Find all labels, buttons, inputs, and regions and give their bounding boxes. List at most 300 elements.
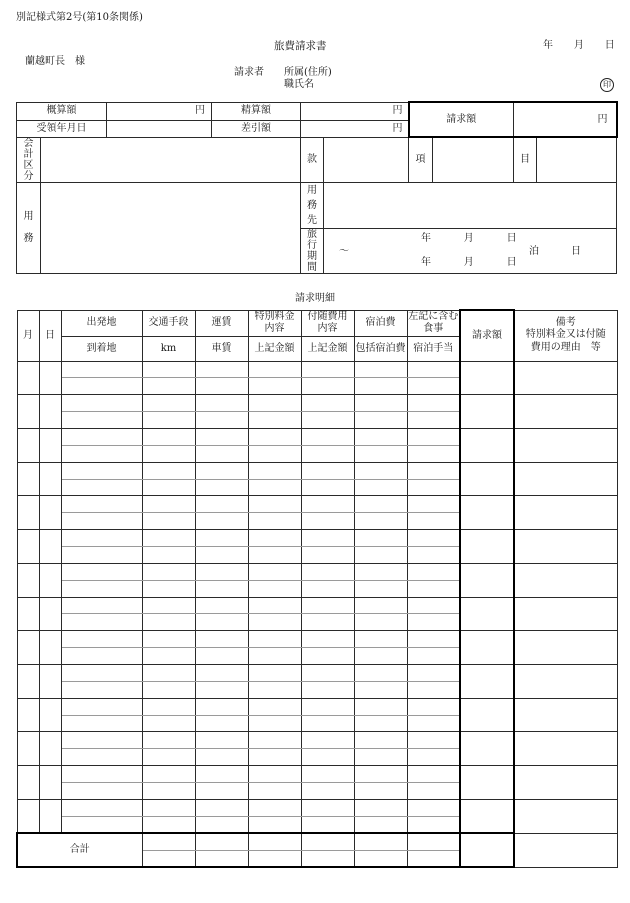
transport-cell [142, 732, 195, 749]
inclusive-lodging-cell [354, 445, 407, 462]
lodging-allowance-cell [407, 513, 460, 530]
arrival-cell [61, 749, 142, 766]
special-fee-content-cell [248, 664, 301, 681]
lodging-allowance-cell [407, 412, 460, 429]
seal-mark-icon: 印 [600, 78, 614, 92]
period-label: 旅行期間 [307, 228, 317, 273]
meals-cell [407, 631, 460, 648]
settlement-amount-field [301, 102, 409, 120]
claim-amount-cell [460, 766, 514, 800]
month-cell [17, 664, 39, 698]
lodging-cell [354, 698, 407, 715]
transport-cell [142, 563, 195, 580]
purpose-label: 用務 [23, 210, 34, 244]
distance-cell [142, 749, 195, 766]
incidental-fee-amount-cell [301, 614, 354, 631]
period-box [324, 229, 616, 273]
day-cell [39, 732, 61, 766]
special-fee-amount-cell [248, 782, 301, 799]
detail-row [17, 428, 617, 445]
special-fee-content-cell [248, 462, 301, 479]
special-fee-amount-cell [248, 513, 301, 530]
special-fee-amount-cell [248, 816, 301, 833]
incidental-fee-content-cell [301, 732, 354, 749]
fare-cell [195, 732, 248, 749]
yen-unit: 円 [392, 105, 403, 116]
fare-cell [195, 361, 248, 378]
distance-cell [142, 479, 195, 496]
car-fare-header: 車賃 [195, 336, 248, 361]
special-fee-content-cell [248, 698, 301, 715]
lodging-allowance-cell [407, 378, 460, 395]
special-fee-amount-cell [248, 580, 301, 597]
month-cell [17, 428, 39, 462]
day-cell [39, 631, 61, 665]
lodging-allowance-cell [407, 816, 460, 833]
lodging-cell [354, 766, 407, 783]
details-table [16, 309, 618, 868]
arrival-header: 到着地 [61, 336, 142, 361]
lodging-allowance-cell [407, 614, 460, 631]
departure-cell [61, 361, 142, 378]
incidental-fee-header-line2: 内容 [317, 323, 338, 334]
lodging-allowance-cell [407, 479, 460, 496]
incidental-fee-amount-cell [301, 412, 354, 429]
document-date: 年 月 日 [543, 40, 616, 51]
nights-days: 泊 日 [529, 245, 582, 257]
fare-cell [195, 799, 248, 816]
distance-cell [142, 513, 195, 530]
period-field [324, 228, 617, 273]
departure-cell [61, 428, 142, 445]
month-cell [17, 766, 39, 800]
special-fee-content-cell [248, 799, 301, 816]
estimate-label: 概算額 [17, 102, 107, 120]
affiliation-label: 所属(住所) [284, 67, 332, 78]
month-cell [17, 597, 39, 631]
claim-amount-cell [460, 462, 514, 496]
car-fare-cell [195, 614, 248, 631]
lodging-allowance-cell [407, 782, 460, 799]
month-cell [17, 631, 39, 665]
incidental-fee-amount-cell [301, 816, 354, 833]
inclusive-lodging-cell [354, 513, 407, 530]
arrival-cell [61, 546, 142, 563]
remarks-header-line2: 特別料金又は付随 [525, 329, 606, 341]
special-fee-amount-header: 上記金額 [248, 336, 301, 361]
departure-cell [61, 563, 142, 580]
lodging-cell [354, 664, 407, 681]
claim-amount-cell [460, 395, 514, 429]
special-fee-header-line2: 内容 [264, 323, 285, 334]
inclusive-lodging-cell [354, 816, 407, 833]
detail-row [17, 631, 617, 648]
fare-cell [195, 462, 248, 479]
total-car-fare-cell [195, 850, 248, 867]
fare-cell [195, 664, 248, 681]
accounting-label-cell [17, 137, 41, 182]
inclusive-lodging-cell [354, 479, 407, 496]
remarks-cell [514, 530, 617, 564]
month-cell [17, 732, 39, 766]
claim-amount-cell [460, 496, 514, 530]
detail-row [17, 698, 617, 715]
distance-cell [142, 614, 195, 631]
departure-cell [61, 462, 142, 479]
day-header: 日 [39, 310, 61, 361]
distance-cell [142, 445, 195, 462]
inclusive-lodging-cell [354, 614, 407, 631]
difference-label: 差引額 [212, 120, 301, 137]
period-label-cell [301, 228, 324, 273]
inclusive-lodging-cell [354, 648, 407, 665]
detail-row [17, 799, 617, 816]
claimant-label: 請求者 [234, 67, 264, 78]
lodging-allowance-cell [407, 546, 460, 563]
month-cell [17, 698, 39, 732]
detail-row [17, 496, 617, 513]
details-header-row [17, 310, 617, 336]
fare-cell [195, 496, 248, 513]
fare-cell [195, 395, 248, 412]
detail-row [17, 597, 617, 614]
month-cell [17, 462, 39, 496]
car-fare-cell [195, 479, 248, 496]
settlement-label: 精算額 [212, 102, 301, 120]
total-incidental-fee-cell [301, 833, 354, 850]
total-row [17, 833, 617, 850]
claim-amount-cell [460, 530, 514, 564]
special-fee-amount-cell [248, 749, 301, 766]
detail-row [17, 395, 617, 412]
purpose-field [41, 182, 301, 273]
departure-cell [61, 395, 142, 412]
day-cell [39, 428, 61, 462]
document-title: 旅費請求書 [274, 40, 327, 52]
incidental-fee-content-cell [301, 563, 354, 580]
special-fee-content-cell [248, 530, 301, 547]
total-lodging-allowance-cell [407, 850, 460, 867]
total-transport-cell [142, 833, 195, 850]
meals-cell [407, 799, 460, 816]
total-fare-cell [195, 833, 248, 850]
arrival-cell [61, 648, 142, 665]
arrival-cell [61, 816, 142, 833]
special-fee-content-cell [248, 563, 301, 580]
day-cell [39, 395, 61, 429]
fare-cell [195, 631, 248, 648]
fare-cell [195, 530, 248, 547]
detail-row [17, 530, 617, 547]
day-cell [39, 597, 61, 631]
detail-row [17, 563, 617, 580]
special-fee-content-cell [248, 496, 301, 513]
summary-table [16, 101, 618, 274]
fare-cell [195, 597, 248, 614]
special-fee-content-cell [248, 631, 301, 648]
meals-header-line1: 左記に含む [408, 311, 459, 322]
meals-cell [407, 462, 460, 479]
remarks-header-line1: 備考 [555, 316, 576, 328]
lodging-cell [354, 563, 407, 580]
distance-cell [142, 378, 195, 395]
special-fee-amount-cell [248, 614, 301, 631]
fare-cell [195, 698, 248, 715]
arrival-cell [61, 513, 142, 530]
incidental-fee-content-cell [301, 361, 354, 378]
total-inclusive-lodging-cell [354, 850, 407, 867]
destination-label: 用務先 [307, 184, 317, 226]
moku-label: 目 [514, 137, 537, 182]
special-fee-amount-cell [248, 412, 301, 429]
incidental-fee-amount-cell [301, 479, 354, 496]
kan-label: 款 [301, 137, 324, 182]
lodging-cell [354, 732, 407, 749]
arrival-cell [61, 412, 142, 429]
destination-label-cell [301, 182, 324, 228]
total-lodging-cell [354, 833, 407, 850]
distance-header: km [142, 336, 195, 361]
form-number: 別記様式第2号(第10条関係) [16, 12, 143, 23]
meals-cell [407, 496, 460, 513]
special-fee-amount-cell [248, 479, 301, 496]
remarks-cell [514, 395, 617, 429]
total-special-fee-cell [248, 833, 301, 850]
details-title: 請求明細 [295, 293, 335, 304]
meals-header [407, 310, 460, 336]
car-fare-cell [195, 378, 248, 395]
car-fare-cell [195, 816, 248, 833]
meals-cell [407, 395, 460, 412]
lodging-allowance-header: 宿泊手当 [407, 336, 460, 361]
inclusive-lodging-header: 包括宿泊費 [354, 336, 407, 361]
meals-cell [407, 597, 460, 614]
incidental-fee-amount-cell [301, 715, 354, 732]
transport-cell [142, 766, 195, 783]
meals-cell [407, 563, 460, 580]
yen-unit: 円 [195, 105, 205, 116]
kan-field [324, 137, 409, 182]
period-end-date: 年 月 日 [421, 256, 518, 268]
inclusive-lodging-cell [354, 782, 407, 799]
transport-cell [142, 462, 195, 479]
special-fee-amount-cell [248, 546, 301, 563]
destination-field [324, 182, 617, 228]
remarks-cell [514, 597, 617, 631]
incidental-fee-content-cell [301, 799, 354, 816]
addressee: 蘭越町長 様 [25, 56, 85, 67]
inclusive-lodging-cell [354, 412, 407, 429]
departure-cell [61, 664, 142, 681]
inclusive-lodging-cell [354, 715, 407, 732]
special-fee-content-cell [248, 597, 301, 614]
incidental-fee-content-cell [301, 462, 354, 479]
meals-cell [407, 766, 460, 783]
departure-cell [61, 631, 142, 648]
remarks-cell [514, 698, 617, 732]
transport-cell [142, 698, 195, 715]
total-meals-cell [407, 833, 460, 850]
detail-row [17, 361, 617, 378]
total-remarks-cell [514, 833, 617, 867]
accounting-label: 会計区分 [23, 137, 34, 182]
arrival-cell [61, 580, 142, 597]
purpose-label-cell [17, 182, 41, 273]
incidental-fee-header-line1: 付随費用 [307, 311, 348, 322]
fare-cell [195, 766, 248, 783]
remarks-cell [514, 664, 617, 698]
car-fare-cell [195, 715, 248, 732]
departure-cell [61, 732, 142, 749]
incidental-fee-amount-cell [301, 749, 354, 766]
arrival-cell [61, 614, 142, 631]
meals-cell [407, 698, 460, 715]
special-fee-content-cell [248, 766, 301, 783]
inclusive-lodging-cell [354, 378, 407, 395]
day-cell [39, 462, 61, 496]
month-cell [17, 496, 39, 530]
claim-amount-cell [460, 698, 514, 732]
lodging-allowance-cell [407, 681, 460, 698]
incidental-fee-header [301, 310, 354, 336]
lodging-cell [354, 530, 407, 547]
month-cell [17, 563, 39, 597]
received-date-field [107, 120, 212, 137]
remarks-cell [514, 496, 617, 530]
remarks-cell [514, 428, 617, 462]
total-incidental-fee-amount-cell [301, 850, 354, 867]
received-date-label: 受領年月日 [17, 120, 107, 137]
departure-cell [61, 799, 142, 816]
destination-row [17, 182, 617, 228]
accounting-row [17, 137, 617, 182]
car-fare-cell [195, 648, 248, 665]
claim-amount-cell [460, 799, 514, 833]
accounting-field [41, 137, 301, 182]
arrival-cell [61, 479, 142, 496]
inclusive-lodging-cell [354, 580, 407, 597]
lodging-allowance-cell [407, 445, 460, 462]
car-fare-cell [195, 580, 248, 597]
day-cell [39, 361, 61, 395]
meals-cell [407, 664, 460, 681]
special-fee-amount-cell [248, 378, 301, 395]
fare-cell [195, 428, 248, 445]
incidental-fee-amount-cell [301, 378, 354, 395]
car-fare-cell [195, 445, 248, 462]
special-fee-header [248, 310, 301, 336]
kou-label: 項 [409, 137, 433, 182]
special-fee-amount-cell [248, 648, 301, 665]
arrival-cell [61, 445, 142, 462]
detail-row [17, 462, 617, 479]
incidental-fee-amount-cell [301, 782, 354, 799]
car-fare-cell [195, 749, 248, 766]
meals-cell [407, 361, 460, 378]
incidental-fee-amount-cell [301, 681, 354, 698]
claim-amount-cell [460, 732, 514, 766]
estimate-amount-field [107, 102, 212, 120]
departure-cell [61, 496, 142, 513]
transport-cell [142, 496, 195, 513]
incidental-fee-amount-cell [301, 546, 354, 563]
meals-cell [407, 428, 460, 445]
month-cell [17, 361, 39, 395]
remarks-cell [514, 732, 617, 766]
car-fare-cell [195, 513, 248, 530]
claim-amount-cell [460, 361, 514, 395]
inclusive-lodging-cell [354, 546, 407, 563]
lodging-allowance-cell [407, 749, 460, 766]
day-cell [39, 698, 61, 732]
day-cell [39, 496, 61, 530]
claim-amount-cell [460, 664, 514, 698]
arrival-cell [61, 715, 142, 732]
arrival-cell [61, 782, 142, 799]
claim-header: 請求額 [460, 310, 514, 361]
incidental-fee-content-cell [301, 698, 354, 715]
lodging-header: 宿泊費 [354, 310, 407, 336]
special-fee-amount-cell [248, 445, 301, 462]
detail-row [17, 766, 617, 783]
remarks-cell [514, 361, 617, 395]
departure-cell [61, 766, 142, 783]
kou-field [433, 137, 514, 182]
lodging-cell [354, 496, 407, 513]
distance-cell [142, 681, 195, 698]
total-label: 合計 [17, 833, 142, 867]
distance-cell [142, 816, 195, 833]
special-fee-amount-cell [248, 681, 301, 698]
special-fee-content-cell [248, 361, 301, 378]
claim-amount-field [514, 102, 617, 137]
arrival-cell [61, 378, 142, 395]
day-cell [39, 766, 61, 800]
special-fee-content-cell [248, 395, 301, 412]
lodging-allowance-cell [407, 648, 460, 665]
meals-header-line2: 食事 [423, 323, 444, 334]
meals-cell [407, 732, 460, 749]
yen-unit: 円 [392, 122, 403, 134]
incidental-fee-content-cell [301, 631, 354, 648]
claim-amount-cell [460, 631, 514, 665]
month-cell [17, 395, 39, 429]
yen-unit: 円 [597, 113, 608, 125]
month-header: 月 [17, 310, 39, 361]
special-fee-content-cell [248, 428, 301, 445]
details-total [17, 833, 617, 867]
incidental-fee-content-cell [301, 428, 354, 445]
distance-cell [142, 648, 195, 665]
total-claim-amount-cell [460, 833, 514, 867]
lodging-cell [354, 428, 407, 445]
departure-cell [61, 597, 142, 614]
lodging-allowance-cell [407, 580, 460, 597]
lodging-cell [354, 799, 407, 816]
detail-row [17, 664, 617, 681]
transport-cell [142, 664, 195, 681]
remarks-cell [514, 631, 617, 665]
meals-cell [407, 530, 460, 547]
lodging-allowance-cell [407, 715, 460, 732]
distance-cell [142, 782, 195, 799]
car-fare-cell [195, 412, 248, 429]
lodging-cell [354, 631, 407, 648]
lodging-cell [354, 361, 407, 378]
summary-row-amounts [17, 102, 617, 120]
car-fare-cell [195, 681, 248, 698]
day-cell [39, 563, 61, 597]
